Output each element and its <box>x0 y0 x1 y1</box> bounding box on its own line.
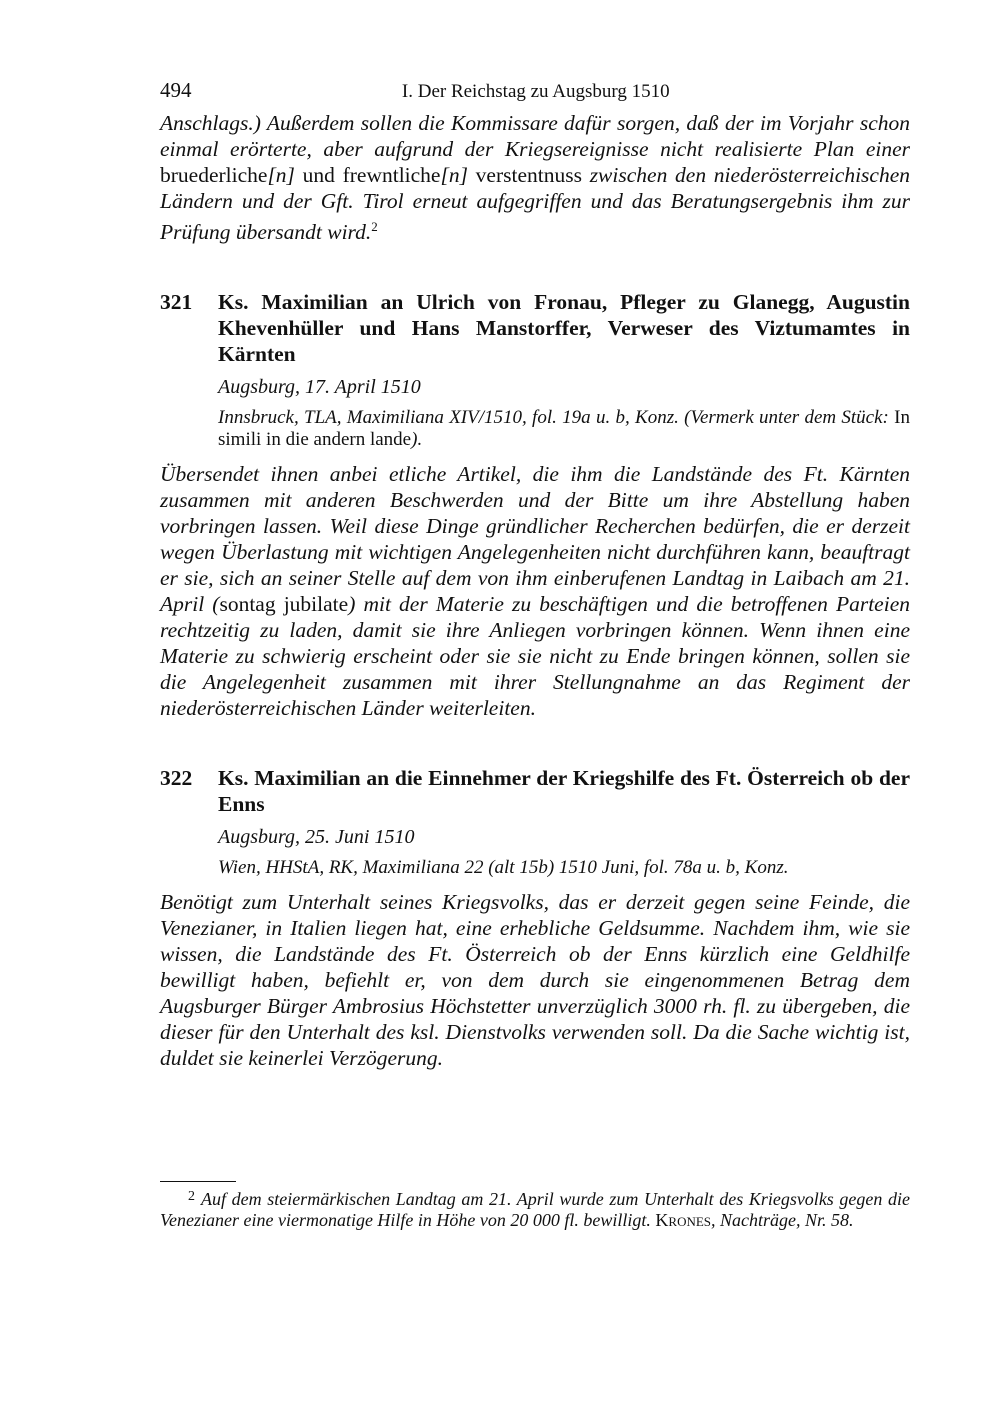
entry-title: Ks. Maximilian an die Einnehmer der Kriegshilfe des Ft. Österreich ob der Enns <box>218 766 910 817</box>
footnote-ref: 2 <box>371 219 378 234</box>
intro-text-g: zwischen den niederösterreichischen Ländern und der Gft. Tirol erneut aufgegriffen und das Beratungsergebnis ihm zur Prüfung übersandt wird. <box>160 163 911 245</box>
intro-quote-b: bruederliche <box>160 163 268 187</box>
entry-322-heading <box>160 765 910 817</box>
entry-number: 322 <box>160 766 193 791</box>
intro-quote-d: und frewntliche <box>294 163 441 187</box>
entry-place-date: Augsburg, 25. Juni 1510 <box>218 826 415 849</box>
entry-number: 321 <box>160 290 193 315</box>
running-title: I. Der Reichstag zu Augsburg 1510 <box>401 81 670 102</box>
entry-place-date: Augsburg, 17. April 1510 <box>218 376 421 399</box>
source-text-c: ). <box>411 429 423 451</box>
entry-title: Ks. Maximilian an Ulrich von Fronau, Pfleger zu Glanegg, Augustin Khevenhüller und Hans Manstorffer, Verweser des Viztumamtes in Kärnten <box>218 290 910 367</box>
footnote-text: Auf dem steiermärkischen Landtag am 21. April wurde zum Unterhalt des Kriegsvolks gegen die Venezianer eine viermonatige Hilfe in Höhe von 20 000 fl. bewilligt. <box>160 1189 910 1230</box>
intro-quote-f: verstentnuss <box>467 163 590 187</box>
body-quote: sontag jubilate <box>219 592 349 617</box>
entry-body: Benötigt zum Unterhalt seines Kriegsvolks, das er derzeit gegen seine Feinde, die Venezianer, in Italien liegen hat, eine erhebliche Geldsumme. Nachdem ihm, wie sie wissen, die Landstände des Ft. Österreich ob der Enns kürzlich eine Geldhilfe bewilligt haben, befiehlt er, von dem durch sie eingenommenen Betrag dem Augsburger Bürger Ambrosius Höchstetter unverzüglich 3000 rh. fl. zu übergeben, die dieser für den Unterhalt des ksl. Dienstvolks verwenden soll. Da die Sache wichtig ist, duldet sie keinerlei Verzögerung. <box>160 890 910 1071</box>
page <box>160 78 910 1071</box>
page-number: 494 <box>160 78 192 102</box>
footnote-author: Krones <box>655 1210 712 1230</box>
footnote-reference: , Nachträge, Nr. 58. <box>711 1210 854 1230</box>
intro-bracket-e: [n] <box>440 163 468 187</box>
entry-source: Wien, HHStA, RK, Maximiliana 22 (alt 15b) 1510 Juni, fol. 78a u. b, Konz. <box>218 857 789 879</box>
intro-bracket-c: [n] <box>267 163 295 187</box>
footnote-divider <box>160 1181 236 1182</box>
intro-text-a: Anschlags.) Außerdem sollen die Kommissare dafür sorgen, daß der im Vorjahr schon einmal erörterte, aber aufgrund der Kriegsereignisse nicht realisierte Plan einer <box>160 111 910 161</box>
source-quote: In simili in die andern lande <box>218 407 910 451</box>
intro-paragraph <box>160 110 910 245</box>
body-text-c: ) mit der Materie zu beschäftigen und die betroffenen Parteien rechtzeitig zu laden, damit sie ihre Anliegen vorbringen können. Wenn ihnen eine Materie zu schwierig erscheint oder sie sie nicht zu Ende bringen können, sollen sie die Angelegenheit zusammen mit ihrer Stellungnahme an das Regiment der niederösterreichischen Länder weiterleiten. <box>160 592 910 721</box>
body-text-a: Übersendet ihnen anbei etliche Artikel, die ihm die Landstände des Ft. Kärnten zusammen mit anderen Beschwerden und der Bitte um ihre Abstellung haben vorbringen lassen. Weil diese Dinge gründlicher Recherchen bedürfen, die er derzeit wegen Überlastung mit wichtigen Angelegenheiten nicht durchführen kann, beauftragt er sie, sich an seiner Stelle auf dem von ihm einberufenen Landtag in Laibach am 21. April ( <box>160 462 910 617</box>
running-header <box>160 78 910 110</box>
footnote-mark: 2 <box>188 1189 195 1204</box>
entry-321-heading <box>160 289 910 367</box>
entry-body <box>160 461 910 721</box>
footnote <box>160 1186 910 1231</box>
entry-source <box>218 407 910 451</box>
source-text-a: Innsbruck, TLA, Maximiliana XIV/1510, fol. 19a u. b, Konz. (Vermerk unter dem Stück: <box>218 407 895 429</box>
